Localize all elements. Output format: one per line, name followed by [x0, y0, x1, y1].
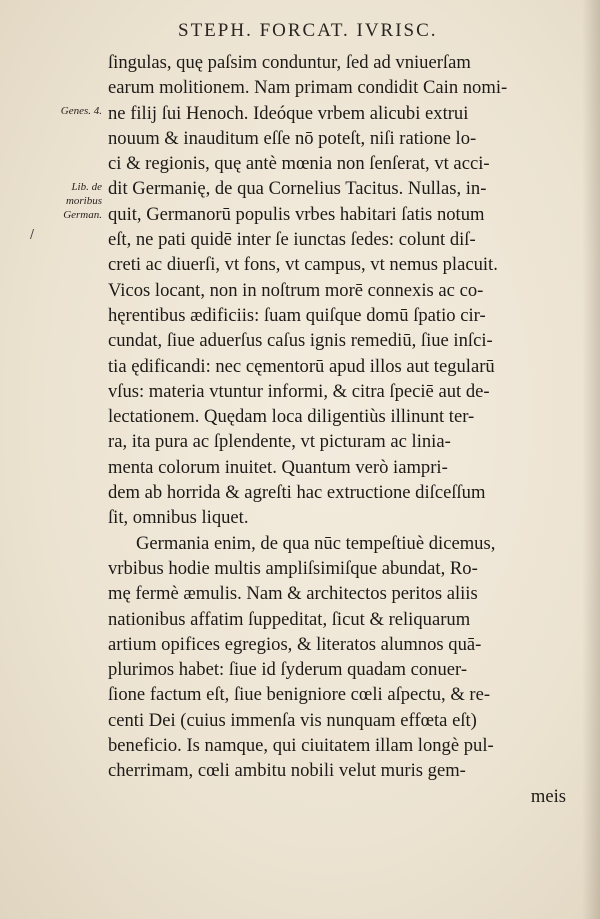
- running-header: STEPH. FORCAT. IVRISC.: [178, 20, 438, 41]
- text-line: cherrimam, cœli ambitu nobili velut muris gem-: [108, 760, 466, 782]
- text-line: earum molitionem. Nam primam condidit Cain nomi-: [108, 77, 508, 99]
- margin-mark: /: [30, 227, 35, 241]
- text-line: ra, ita pura ac ſplendente, vt picturam ac linia-: [108, 431, 451, 453]
- text-line: ſingulas, quę paſsim conduntur, ſed ad vniuerſam: [108, 52, 471, 73]
- text-line: dem ab horrida & agreſti hac extructione diſceſſum: [108, 482, 486, 504]
- text-line: vſus: materia vtuntur informi, & citra ſpeciē aut de-: [108, 380, 490, 402]
- text-line: dit Germanię, de qua Cornelius Tacitus. Nullas, in-: [108, 178, 487, 200]
- text-line: Vicos locant, non in noſtrum morē connexis ac co-: [108, 279, 484, 301]
- text-line: ne filij ſui Henoch. Ideóque vrbem alicubi extrui: [108, 102, 469, 124]
- text-line: vrbibus hodie multis ampliſsimiſque abundat, Ro-: [108, 557, 478, 579]
- text-line: beneficio. Is namque, qui ciuitatem illam longè pul-: [108, 735, 494, 757]
- page-edge-shadow: [582, 0, 600, 919]
- margin-note-tacitus: [40, 180, 102, 222]
- margin-note-moribus: moribus: [65, 195, 102, 207]
- text-line: creti ac diuerſi, vt fons, vt campus, vt nemus placuit.: [108, 254, 498, 276]
- margin-note-german: German.: [63, 209, 102, 221]
- body-text: [108, 50, 570, 809]
- text-line: menta colorum inuitet. Quantum verò iampri-: [108, 456, 448, 478]
- text-line: mę fermè æmulis. Nam & architectos peritos aliis: [108, 583, 478, 605]
- text-line: artium opifices egregios, & literatos alumnos quā-: [108, 633, 482, 655]
- text-line: cundat, ſiue aduerſus caſus ignis remediū, ſiue inſci-: [108, 330, 493, 352]
- text-line: nouum & inauditum eſſe nō poteſt, niſi ratione lo-: [108, 127, 477, 149]
- text-line: nationibus affatim ſuppeditat, ſicut & reliquarum: [108, 608, 471, 630]
- text-line: quit, Germanorū populis vrbes habitari ſatis notum: [108, 203, 485, 225]
- text-line: lectationem. Quędam loca diligentiùs illinunt ter-: [108, 406, 475, 428]
- text-line: Germania enim, de qua nūc tempeſtiuè dicemus,: [136, 532, 496, 554]
- text-line: ci & regionis, quę antè mœnia non ſenſerat, vt acci-: [108, 153, 490, 175]
- text-line: tia ędificandi: nec cęmentorū apud illos aut tegularū: [108, 355, 495, 377]
- margin-note-genesis-text: Genes. 4.: [60, 105, 102, 117]
- text-line: ſione factum eſt, ſiue benigniore cœli aſpectu, & re-: [108, 684, 491, 706]
- text-line: eſt, ne pati quidē inter ſe iunctas ſedes: colunt diſ-: [108, 229, 476, 251]
- margin-note-lib-de: Lib. de: [71, 181, 102, 193]
- text-line: centi Dei (cuius immenſa vis nunquam effœta eſt): [108, 709, 477, 731]
- text-line: ſit, omnibus liquet.: [108, 507, 249, 529]
- text-line: plurimos habet: ſiue id ſyderum quadam conuer-: [108, 659, 468, 681]
- text-line: hęrentibus ædificiis: ſuam quiſque domū ſpatio cir-: [108, 304, 486, 326]
- catchword: meis: [530, 785, 566, 807]
- margin-note-genesis: [40, 104, 102, 118]
